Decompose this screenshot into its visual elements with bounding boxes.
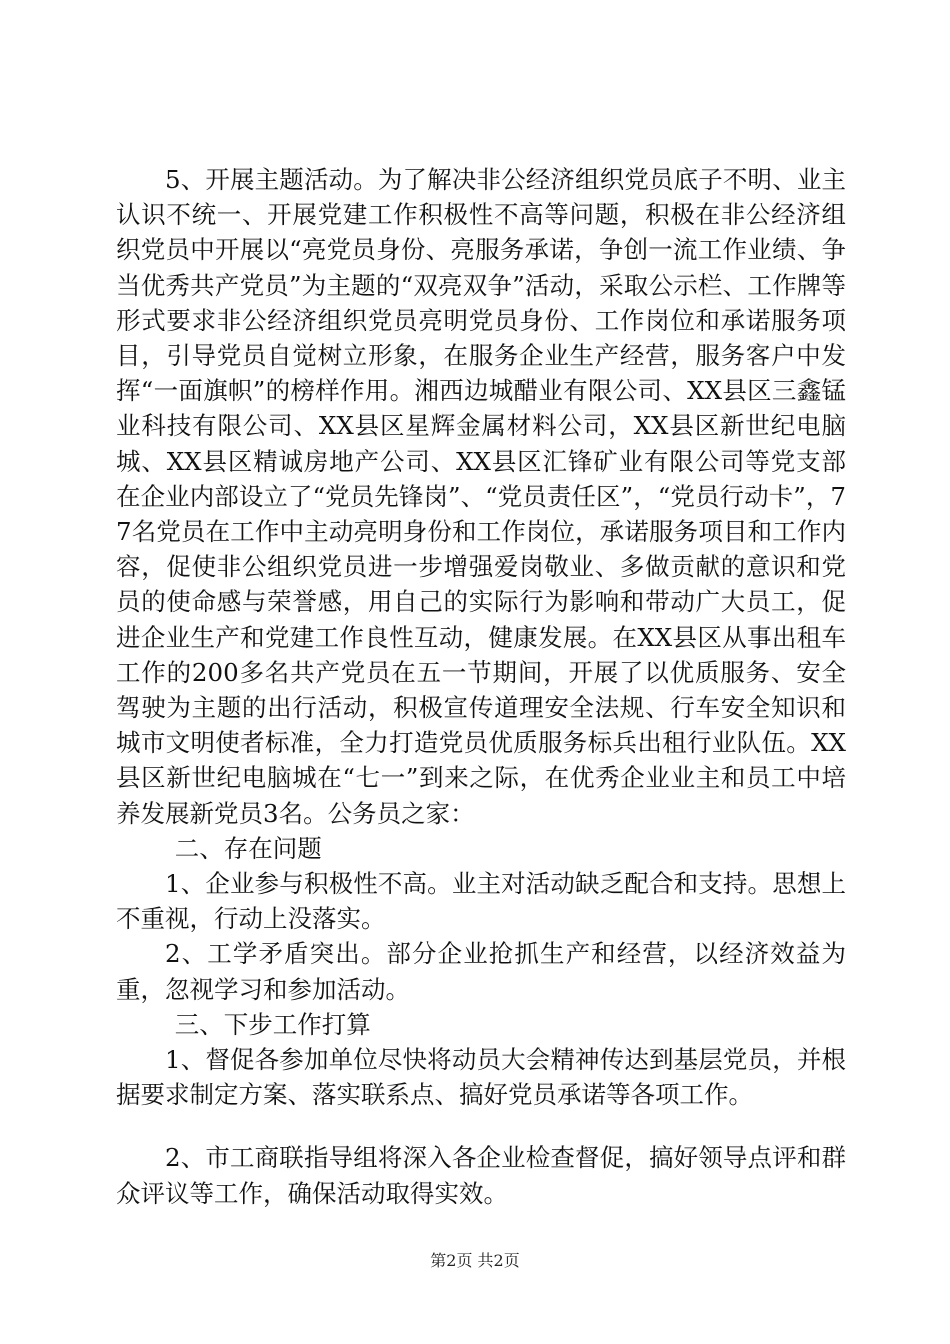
- paragraph-next-step-2: 2、市工商联指导组将深入各企业检查督促，搞好领导点评和群众评议等工作，确保活动取得实效。: [116, 1143, 846, 1208]
- paragraph-spacer: [116, 1112, 846, 1140]
- paragraph-problem-2: 2、工学矛盾突出。部分企业抢抓生产和经营，以经济效益为重，忽视学习和参加活动。: [116, 939, 846, 1004]
- document-body: [116, 162, 846, 1211]
- page-footer: 第2页 共2页: [430, 1251, 520, 1270]
- paragraph-theme-activity: 5、开展主题活动。为了解决非公经济组织党员底子不明、业主认识不统一、开展党建工作积极性不高等问题，积极在非公经济组织党员中开展以“亮党员身份、亮服务承诺，争创一流工作业绩、争当优秀共产党员”为主题的“双亮双争”活动，采取公示栏、工作牌等形式要求非公经济组织党员亮明党员身份、工作岗位和承诺服务项目，引导党员自觉树立形象，在服务企业生产经营，服务客户中发挥“一面旗帜”的榜样作用。湘西边城醋业有限公司、XX县区三鑫锰业科技有限公司、XX县区星辉金属材料公司，XX县区新世纪电脑城、XX县区精诚房地产公司、XX县区汇锋矿业有限公司等党支部在企业内部设立了“党员先锋岗”、“党员责任区”，“党员行动卡”，77名党员在工作中主动亮明身份和工作岗位，承诺服务项目和工作内容，促使非公组织党员进一步增强爱岗敬业、多做贡献的意识和党员的使命感与荣誉感，用自己的实际行为影响和带动广大员工，促进企业生产和党建工作良性互动，健康发展。在XX县区从事出租车工作的200多名共产党员在五一节期间，开展了以优质服务、安全驾驶为主题的出行活动，积极宣传道理安全法规、行车安全知识和城市文明使者标准，全力打造党员优质服务标兵出租行业队伍。XX县区新世纪电脑城在“七一”到来之际，在优秀企业业主和员工中培养发展新党员3名。公务员之家：: [116, 165, 846, 828]
- paragraph-next-step-1: 1、督促各参加单位尽快将动员大会精神传达到基层党员，并根据要求制定方案、落实联系点、搞好党员承诺等各项工作。: [116, 1045, 846, 1110]
- paragraph-problem-1: 1、企业参与积极性不高。业主对活动缺乏配合和支持。思想上不重视，行动上没落实。: [116, 869, 846, 934]
- section-heading-next-steps: 三、下步工作打算: [174, 1009, 371, 1039]
- section-heading-problems: 二、存在问题: [174, 833, 322, 863]
